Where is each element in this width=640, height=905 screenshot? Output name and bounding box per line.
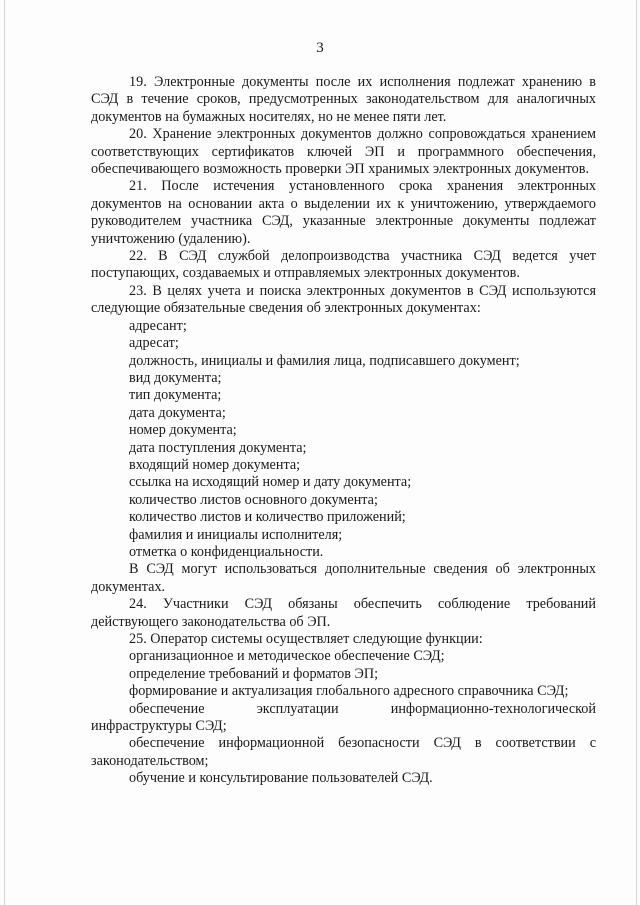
paragraph: 21. После истечения установленного срока хранения электронных документов на основании акта о выделении их к уничтожению, утверждаемого руководителем участника СЭД, указанные электронные документы подлежат уничтожению (удалению). <box>91 178 596 247</box>
list-item: тип документа; <box>129 387 222 404</box>
paragraph: 24. Участники СЭД обязаны обеспечить соблюдение требований действующего законодательства об ЭП. <box>91 596 596 630</box>
list-item: обучение и консультирование пользователей СЭД. <box>129 770 433 787</box>
scan-edge-left <box>4 0 5 905</box>
list-item: должность, инициалы и фамилия лица, подписавшего документ; <box>129 352 520 369</box>
list-item: количество листов основного документа; <box>129 491 378 508</box>
list-item: определение требований и форматов ЭП; <box>129 665 379 682</box>
list-item: дата документа; <box>129 404 226 421</box>
paragraph: 20. Хранение электронных документов должно сопровождаться хранением соответствующих сертификатов ключей ЭП и программного обеспечения, обеспечивающего возможность проверки ЭП хранимых электронных документов. <box>91 126 596 178</box>
list-item: отметка о конфиденциальности. <box>129 543 324 560</box>
paragraph: 19. Электронные документы после их исполнения подлежат хранению в СЭД в течение сроков, предусмотренных законодательством для аналогичных документов на бумажных носителях, но не менее пяти лет. <box>91 74 596 125</box>
list-item: фамилия и инициалы исполнителя; <box>129 526 343 543</box>
document-body <box>91 74 596 788</box>
scan-edge-right <box>636 0 637 905</box>
list-item: ссылка на исходящий номер и дату документа; <box>129 474 412 491</box>
list-item: адресант; <box>129 317 187 334</box>
paragraph: 25. Оператор системы осуществляет следующие функции: <box>129 631 483 647</box>
paragraph: В СЭД могут использоваться дополнительные сведения об электронных документах. <box>91 561 596 595</box>
list-item: номер документа; <box>129 422 237 439</box>
list-item: дата поступления документа; <box>129 439 307 456</box>
paragraph: 22. В СЭД службой делопроизводства участника СЭД ведется учет поступающих, создаваемых и отправляемых электронных документов. <box>91 248 596 282</box>
list-item: вид документа; <box>129 369 222 386</box>
list-item: формирование и актуализация глобального адресного справочника СЭД; <box>129 683 569 700</box>
list-item: количество листов и количество приложений; <box>129 509 406 526</box>
paragraph: обеспечение информационной безопасности СЭД в соответствии с законодательством; <box>91 735 596 769</box>
paragraph: 23. В целях учета и поиска электронных документов в СЭД используются следующие обязательные сведения об электронных документах: <box>91 282 596 317</box>
page-number: 3 <box>316 40 324 56</box>
list-item: адресат; <box>129 335 179 352</box>
list-item: организационное и методическое обеспечение СЭД; <box>129 648 445 665</box>
paragraph: обеспечение эксплуатации информационно-технологической инфраструктуры СЭД; <box>91 700 596 735</box>
list-item: входящий номер документа; <box>129 456 301 473</box>
